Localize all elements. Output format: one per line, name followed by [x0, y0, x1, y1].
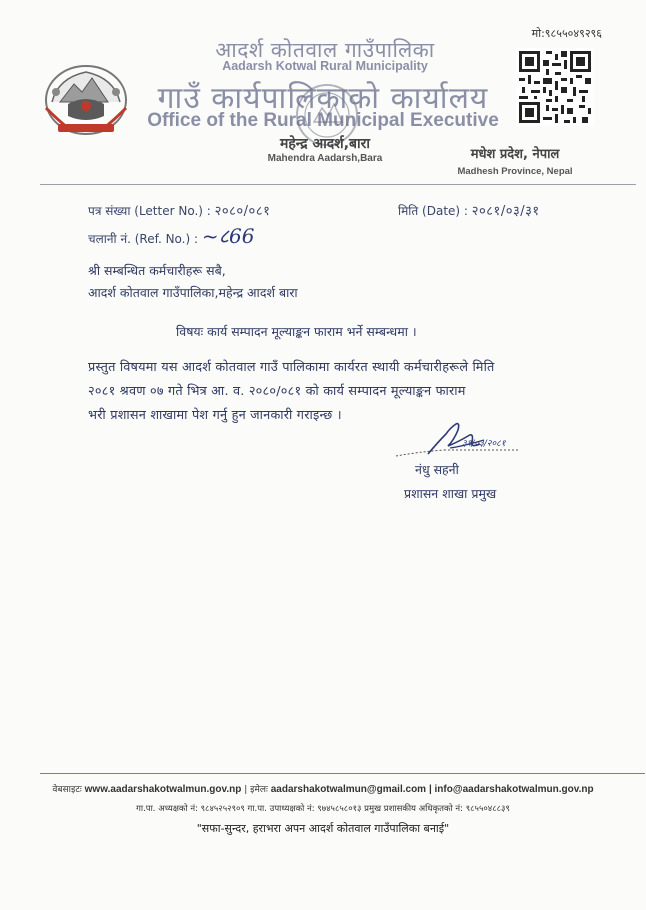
- letter-number-value: २०८०/०८१: [214, 204, 271, 219]
- date-label: मिति (Date) :: [398, 204, 468, 218]
- signatory-title: प्रशासन शाखा प्रमुख: [404, 486, 497, 501]
- website-link[interactable]: www.aadarshakotwalmun.gov.np: [84, 784, 242, 795]
- ref-number-value: ~८66: [201, 224, 255, 248]
- email-link-2[interactable]: | info@aadarshakotwalmun.gov.np: [428, 784, 594, 795]
- body-line-2: २०८१ श्रवण ०७ गते भित्र आ. व. २०८०/०८१ को कार्य सम्पादन मूल्याङ्कन फाराम: [88, 384, 466, 399]
- email-link-1[interactable]: aadarshakotwalmun@gmail.com: [270, 784, 427, 795]
- municipality-name-en: Aadarsh Kotwal Rural Municipality: [222, 59, 428, 73]
- letter-date: [398, 201, 540, 219]
- letter-subject: विषयः कार्य सम्पादन मूल्याङ्कन फाराम भर्ने सम्बन्धमा ।: [176, 324, 417, 339]
- header-divider: [40, 184, 636, 185]
- mobile-number: मो:९८५५०४९२९६: [531, 27, 602, 40]
- nepal-emblem-icon: [38, 58, 134, 138]
- province-np: मधेश प्रदेश, नेपाल: [470, 147, 560, 162]
- location-en: Mahendra Aadarsh,Bara: [267, 153, 383, 164]
- location-np: महेन्द्र आदर्श,बारा: [280, 136, 370, 152]
- ref-number-label: चलानी नं. (Ref. No.) :: [88, 232, 199, 246]
- signature-date: ३१/०३/२०८१: [462, 439, 506, 449]
- website-label: वेबसाइटः: [52, 785, 82, 795]
- footer-phones: गा.पा. अध्यक्षको नं: ९८४५२५२९०९ गा.पा. उपाध्यक्षको नं: ९७४५८५८०१३ प्रमुख प्रशासकीय अधिकृतको नं: ९८५५०४८८३९: [136, 804, 510, 814]
- recipient-line-1: श्री सम्बन्धित कर्मचारीहरू सबै,: [88, 263, 226, 278]
- qr-code-icon: [516, 48, 594, 126]
- province-en: Madhesh Province, Nepal: [457, 166, 573, 177]
- date-value: २०८१/०३/३१: [471, 204, 540, 219]
- footer-divider: [40, 773, 645, 774]
- recipient-line-2: आदर्श कोतवाल गाउँपालिका,महेन्द्र आदर्श बारा: [88, 285, 298, 300]
- office-name-np: गाउँ कार्यपालिकाको कार्यालय: [157, 81, 489, 116]
- letter-number-label: पत्र संख्या (Letter No.) :: [88, 204, 211, 218]
- signatory-name: नंधु सहनी: [415, 462, 459, 477]
- municipality-name-np: आदर्श कोतवाल गाउँपालिका: [215, 38, 435, 62]
- footer-contact: [40, 782, 606, 795]
- body-line-1: प्रस्तुत विषयमा यस आदर्श कोतवाल गाउँ पालिकामा कार्यरत स्थायी कर्मचारीहरूले मिति: [88, 360, 495, 375]
- email-label: | इमेलः: [244, 785, 268, 795]
- footer-slogan: "सफा-सुन्दर, हराभरा अपन आदर्श कोतवाल गाउँपालिका बनाई": [196, 822, 450, 835]
- office-name-en: Office of the Rural Municipal Executive: [147, 110, 499, 131]
- letter-number: [88, 201, 270, 219]
- reference-number: [88, 222, 254, 249]
- body-line-3: भरी प्रशासन शाखामा पेश गर्नु हुन जानकारी गराइन्छ ।: [88, 408, 342, 423]
